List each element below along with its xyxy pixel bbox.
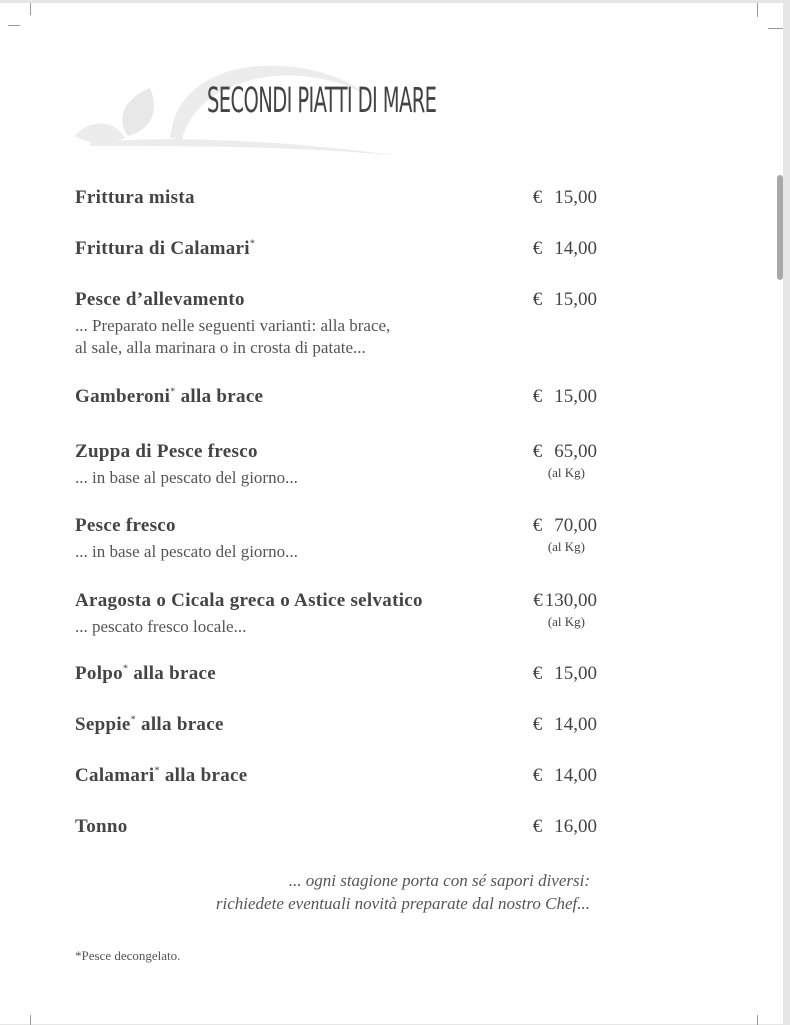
item-description: ... in base al pescato del giorno...	[75, 468, 298, 487]
item-name: Tonno	[75, 816, 128, 837]
item-price: € 15,00	[532, 663, 597, 684]
vertical-scrollbar[interactable]	[777, 175, 783, 280]
asterisk: *	[122, 663, 129, 675]
crop-mark	[768, 28, 783, 29]
menu-item	[75, 765, 597, 787]
item-name: Polpo* alla brace	[75, 663, 216, 684]
closing-line: richiedete eventuali novità preparate dal nostro Chef...	[215, 894, 590, 913]
item-name: Seppie* alla brace	[75, 714, 224, 735]
item-name: Gamberoni* alla brace	[75, 386, 264, 407]
crop-mark	[8, 25, 20, 26]
price-unit: (al Kg)	[547, 614, 585, 629]
menu-item	[75, 714, 597, 736]
price-unit: (al Kg)	[547, 465, 585, 480]
asterisk: *	[249, 238, 256, 250]
item-price: € 15,00	[532, 187, 597, 208]
menu-item	[75, 663, 597, 685]
price-unit: (al Kg)	[547, 539, 585, 554]
asterisk: *	[130, 714, 136, 726]
item-name: Pesce d’allevamento	[75, 289, 245, 310]
item-description: ... in base al pescato del giorno...	[75, 542, 298, 561]
page-title: SECONDI PIATTI DI MARE	[207, 81, 437, 121]
item-price: € 14,00	[532, 765, 597, 786]
item-description: ... Preparato nelle seguenti varianti: alla brace, al sale, alla marinara o in crosta di patate...	[75, 316, 391, 357]
item-description: ... pescato fresco locale...	[75, 617, 247, 636]
crop-mark	[757, 3, 758, 17]
item-price: € 14,00	[532, 238, 597, 259]
menu-item	[75, 441, 597, 489]
item-name: Aragosta o Cicala greca o Astice selvatico	[75, 590, 423, 611]
item-name: Pesce fresco	[75, 515, 176, 536]
item-price: € 14,00	[532, 714, 597, 735]
menu-item	[75, 515, 597, 563]
item-name: Frittura mista	[75, 187, 195, 208]
item-price: € 70,00	[532, 515, 597, 536]
item-name: Calamari* alla brace	[75, 765, 248, 786]
item-price: € 16,00	[532, 816, 597, 837]
menu-item	[75, 238, 597, 260]
item-price: € 130,00	[533, 590, 597, 611]
closing-line: ... ogni stagione porta con sé sapori diversi:	[288, 871, 590, 890]
document-page	[0, 3, 783, 1024]
footnote: *Pesce decongelato.	[75, 948, 181, 963]
menu-item	[75, 386, 597, 408]
item-name: Zuppa di Pesce fresco	[75, 441, 258, 462]
crop-mark	[30, 3, 31, 15]
item-price: € 15,00	[532, 386, 597, 407]
menu-item	[75, 590, 597, 638]
menu-item	[75, 289, 597, 359]
item-price: € 15,00	[532, 289, 597, 310]
closing-note	[216, 869, 590, 915]
menu-item	[75, 816, 597, 838]
item-name: Frittura di Calamari*	[75, 238, 256, 259]
asterisk: *	[170, 386, 176, 398]
item-price: € 65,00	[532, 441, 597, 462]
menu-item	[75, 187, 597, 209]
asterisk: *	[154, 765, 160, 777]
